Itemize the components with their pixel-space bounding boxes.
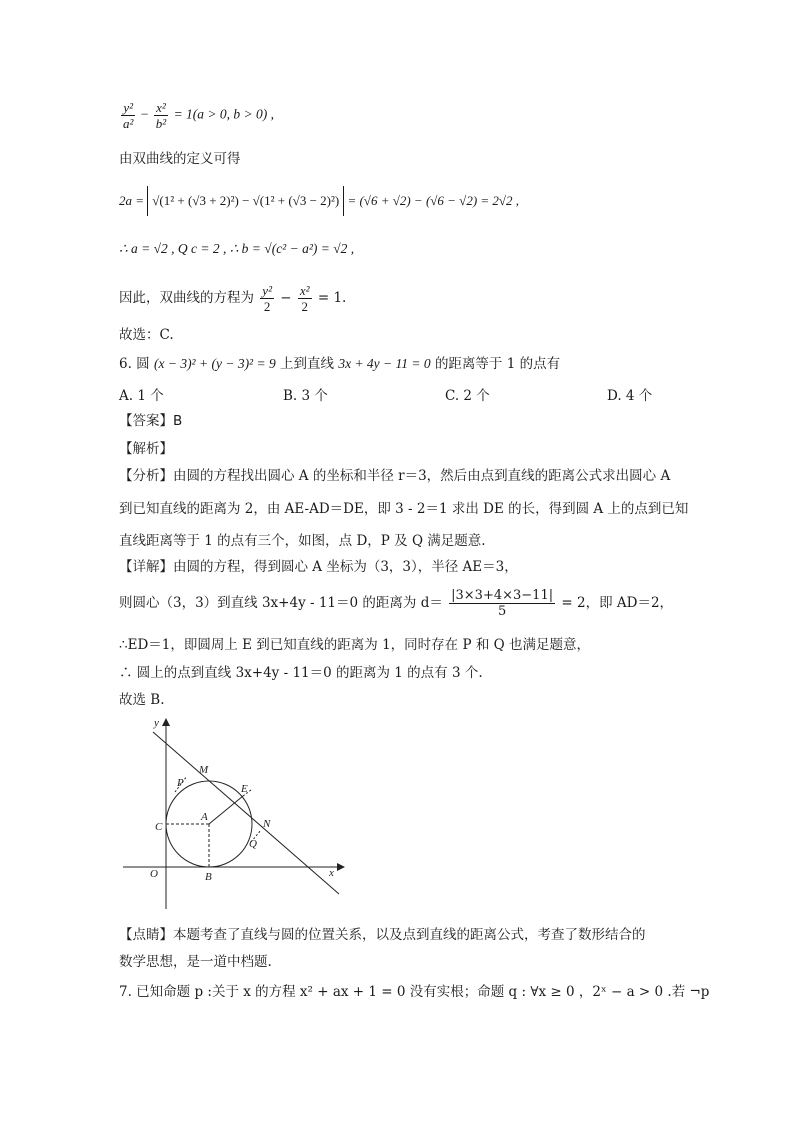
option-d: D. 4 个: [607, 388, 653, 404]
label-p: P: [177, 777, 184, 789]
detail-line-1: 【详解】由圆的方程，得到圆心 A 坐标为（3，3），半径 AE＝3，: [119, 559, 518, 575]
label-o: O: [150, 868, 158, 880]
q6-circle-equation: (x − 3)² + (y − 3)² = 9: [153, 356, 276, 371]
detail-line-2: [119, 588, 673, 619]
label-m: M: [199, 764, 209, 776]
distance-fraction: [449, 588, 555, 619]
comment-line-2: 数学思想，是一道中档题.: [119, 954, 272, 970]
q6-prefix: 6. 圆: [119, 356, 150, 372]
label-n: N: [263, 818, 271, 830]
label-c: C: [155, 821, 163, 833]
question-7: 7. 已知命题 p :关于 x 的方程 x² + ax + 1 = 0 没有实根；命题 q : ∀x ≥ 0 ，2ˣ − a > 0 .若 ¬p: [119, 984, 710, 1000]
frac-den: 2: [263, 299, 271, 314]
answer-line: 【答案】B: [119, 413, 183, 429]
fraction-x2-2: [298, 283, 312, 314]
hyperbola-result-line: 因此，双曲线的方程为 $\frac{\text{y²}}{2}$ − $\frac{\text{x²}}{2}$ = 1.: [119, 283, 347, 314]
lhs-2a: 2a =: [119, 193, 145, 208]
frac-num: x²: [299, 283, 310, 298]
y-axis-arrow: [162, 718, 170, 726]
frac-num: x²: [156, 100, 166, 115]
frac-den: b²: [155, 116, 167, 131]
label-x: x: [329, 867, 334, 879]
question-6: [119, 355, 560, 373]
result-prefix: 因此，双曲线的方程为: [119, 290, 254, 306]
label-e: E: [241, 783, 248, 795]
option-a: A. 1 个: [119, 388, 164, 404]
frac-den: 2: [301, 299, 308, 314]
choice-c-line: 故选：C.: [119, 327, 174, 343]
q6-suffix: 的距离等于 1 的点有: [434, 356, 561, 372]
label-y: y: [154, 717, 159, 729]
line-3x-4y: [153, 732, 339, 894]
a-b-values-line: ∴ a = √2 , Q c = 2 , ∴ b = √(c² − a²) = √2 ,: [119, 241, 355, 256]
frac-den: 5: [497, 604, 507, 619]
detail-2-prefix: 则圆心（3，3）到直线 3x+4y - 11＝0 的距离为 d＝: [119, 595, 443, 611]
hyperbola-equation-line: $\frac{\text{y²}}{\text{a²}}$ − $\frac{\text{x²}}{\text{b²}}$ = 1(a > 0, b > 0) ,: [123, 100, 275, 131]
frac-den: a²: [123, 116, 134, 131]
text-definition-line: 由双曲线的定义可得: [119, 151, 241, 167]
fraction-x2-b2: [154, 100, 168, 131]
label-q: Q: [249, 838, 257, 850]
frac-num: y²: [262, 283, 272, 298]
rhs-result: = (√6 + √2) − (√6 − √2) = 2√2 ,: [347, 193, 520, 208]
distance-difference-line: [119, 186, 519, 216]
frac-num: |3×3+4×3−11|: [451, 588, 554, 603]
detail-line-4: ∴ 圆上的点到直线 3x+4y - 11＝0 的距离为 1 的点有 3 个.: [119, 665, 483, 681]
q6-line-equation: 3x + 4y − 11 = 0: [338, 356, 431, 371]
equation-condition: = 1(a > 0, b > 0) ,: [173, 106, 275, 122]
analysis-line-3: 直线距离等于 1 的点有三个，如图，点 D，P 及 Q 满足题意.: [119, 533, 486, 549]
q6-mid: 上到直线: [280, 356, 335, 372]
result-suffix: = 1.: [317, 290, 347, 306]
option-c: C. 2 个: [445, 388, 490, 404]
analysis-line-1: 【分析】由圆的方程找出圆心 A 的坐标和半径 r＝3，然后由点到直线的距离公式求出圆心 A: [119, 468, 671, 484]
detail-2-suffix: = 2，即 AD＝2，: [561, 595, 674, 611]
abs-inner: √(1² + (√3 + 2)²) − √(1² + (√3 − 2)²): [152, 193, 340, 208]
segment-ae: [209, 796, 243, 824]
fraction-y2-a2: [121, 100, 135, 131]
option-b: B. 3 个: [283, 388, 328, 404]
detail-line-3: ∴ED＝1，即圆周上 E 到已知直线的距离为 1，同时存在 P 和 Q 也满足题意，: [119, 637, 590, 653]
analysis-heading: 【解析】: [119, 441, 173, 457]
fraction-y2-2: [260, 283, 274, 314]
label-b: B: [205, 871, 212, 883]
analysis-line-2: 到已知直线的距离为 2，由 AE-AD＝DE，即 3 - 2＝1 求出 DE 的长，得到圆 A 上的点到已知: [119, 501, 689, 517]
x-axis-arrow: [337, 863, 345, 871]
detail-line-5: 故选 B.: [119, 692, 165, 708]
comment-line-1: 【点睛】本题考查了直线与圆的位置关系，以及点到直线的距离公式，考查了数形结合的: [119, 927, 646, 943]
frac-num: y²: [123, 100, 134, 115]
label-a: A: [201, 811, 208, 823]
circle-line-figure: [115, 714, 350, 914]
absolute-value-expression: [147, 186, 344, 216]
